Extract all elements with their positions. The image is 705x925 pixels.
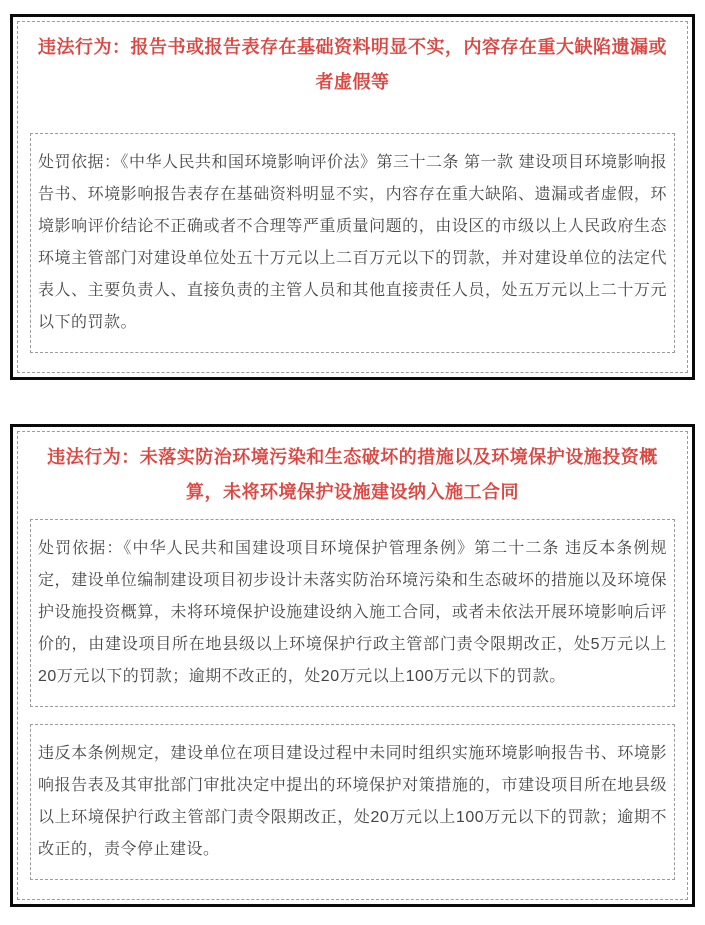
card-1-dashed-wrapper [17, 21, 688, 373]
card-2-dashed-wrapper [17, 431, 688, 900]
violation-card-2 [10, 424, 695, 907]
violation-title-1: 违法行为：报告书或报告表存在基础资料明显不实，内容存在重大缺陷遗漏或者虚假等 [38, 37, 667, 92]
violation-title-2: 违法行为：未落实防治环境污染和生态破坏的措施以及环境保护设施投资概算，未将环境保护设施建设纳入施工合同 [47, 447, 658, 502]
penalty-paragraph-2-2: 违反本条例规定，建设单位在项目建设过程中未同时组织实施环境影响报告书、环境影响报告表及其审批部门审批决定中提出的环境保护对策措施的，市建设项目所在地县级以上环境保护行政主管部门责令限期改正，处20万元以上100万元以下的罚款；逾期不改正的，责令停止建设。 [30, 724, 675, 880]
violation-card-1 [10, 14, 695, 380]
penalty-paragraph-2-1: 处罚依据：《中华人民共和国建设项目环境保护管理条例》第二十二条 违反本条例规定，建设单位编制建设项目初步设计未落实防治环境污染和生态破坏的措施以及环境保护设施投资概算，未将环境保护设施建设纳入施工合同，或者未依法开展环境影响后评价的，由建设项目所在地县级以上环境保护行政主管部门责令限期改正，处5万元以上20万元以下的罚款；逾期不改正的，处20万元以上100万元以下的罚款。 [30, 519, 675, 707]
penalty-paragraph-1-1: 处罚依据：《中华人民共和国环境影响评价法》第三十二条 第一款 建设项目环境影响报告书、环境影响报告表存在基础资料明显不实，内容存在重大缺陷、遗漏或者虚假，环境影响评价结论不正确或者不合理等严重质量问题的，由设区的市级以上人民政府生态环境主管部门对建设单位处五十万元以上二百万元以下的罚款，并对建设单位的法定代表人、主要负责人、直接负责的主管人员和其他直接责任人员，处五万元以上二十万元以下的罚款。 [30, 133, 675, 353]
